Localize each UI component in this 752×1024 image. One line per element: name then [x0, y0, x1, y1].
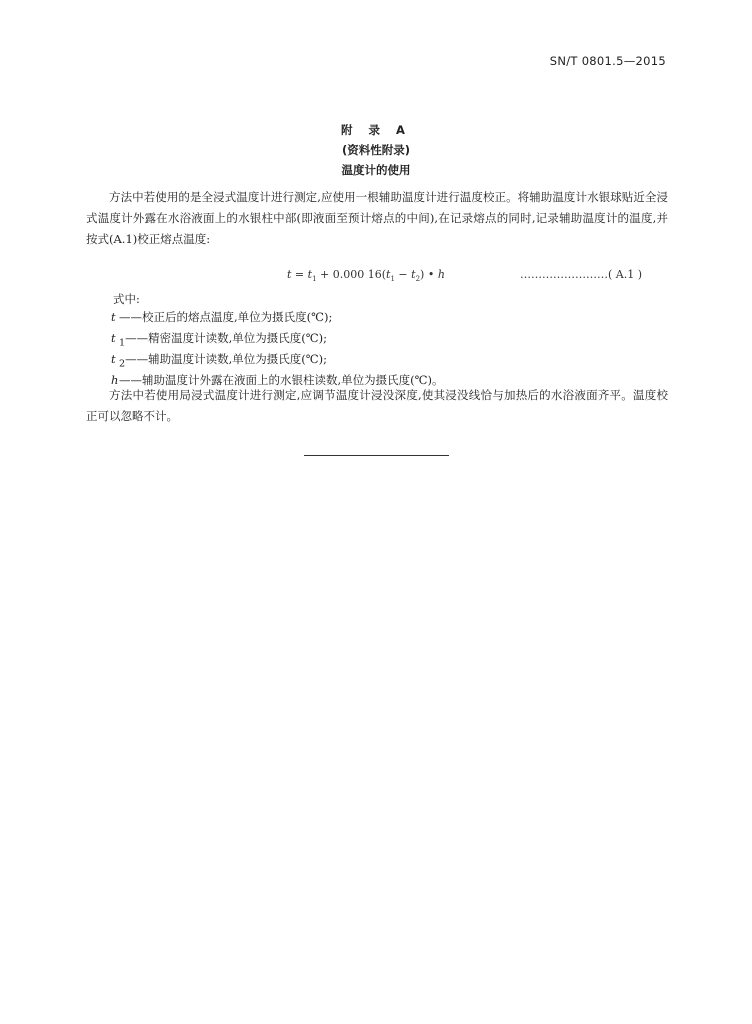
appendix-heading-block: [0, 120, 752, 180]
equation-number: ……………………( A.1 ): [520, 268, 643, 281]
variable-desc: ——精密温度计读数,单位为摄氏度(℃);: [125, 331, 327, 345]
formula-minus: −: [394, 268, 412, 281]
where-label: 式中:: [113, 292, 140, 306]
formula-t2-sub: 2: [415, 275, 421, 284]
variable-row: [111, 349, 444, 370]
variable-symbol: t: [111, 352, 116, 366]
formula-t1: t: [307, 268, 313, 281]
formula-t1b-sub: 1: [390, 275, 395, 284]
variable-row: [111, 307, 444, 328]
appendix-subtitle: (资料性附录): [341, 143, 410, 157]
formula-eq: =: [291, 268, 308, 281]
variable-symbol: t: [111, 331, 116, 345]
paragraph-2-block: [86, 385, 668, 427]
appendix-heading: 温度计的使用: [341, 163, 411, 177]
appendix-title: 附 录 A: [341, 123, 411, 137]
formula-t1b: t: [386, 268, 391, 281]
end-rule: [304, 455, 449, 456]
paragraph-2: 方法中若使用局浸式温度计进行测定,应调节温度计浸没深度,使其浸没线恰与加热后的水浴液面齐平。温度校正可以忽略不计。: [86, 388, 668, 423]
formula-h: h: [437, 268, 445, 281]
variable-row: [111, 328, 444, 349]
formula-t1-sub: 1: [312, 275, 317, 284]
variable-desc: ——校正后的熔点温度,单位为摄氏度(℃);: [119, 310, 333, 324]
variable-desc: ——辅助温度计读数,单位为摄氏度(℃);: [125, 352, 327, 366]
variable-symbol: t: [111, 310, 116, 324]
variable-list: [111, 307, 444, 391]
formula-plus: + 0.000 16(: [316, 268, 387, 281]
variable-symbol: h: [111, 373, 119, 387]
variable-sub: 2: [119, 358, 126, 370]
formula-lhs: t: [287, 268, 292, 281]
formula-t2: t: [411, 268, 416, 281]
formula-tail: ) •: [420, 268, 438, 281]
variable-desc: ——辅助温度计外露在液面上的水银柱读数,单位为摄氏度(℃)。: [119, 373, 444, 387]
document-code: SN/T 0801.5—2015: [549, 54, 666, 68]
formula-a1: [287, 268, 445, 283]
paragraph-1: 方法中若使用的是全浸式温度计进行测定,应使用一根辅助温度计进行温度校正。将辅助温度计水银球贴近全浸式温度计外露在水浴液面上的水银柱中部(即液面至预计熔点的中间),在记录熔点的同时,记录辅助温度计的温度,并按式(A.1)校正熔点温度:: [86, 190, 668, 246]
variable-sub: 1: [119, 337, 126, 349]
paragraph-1-block: [86, 187, 668, 250]
